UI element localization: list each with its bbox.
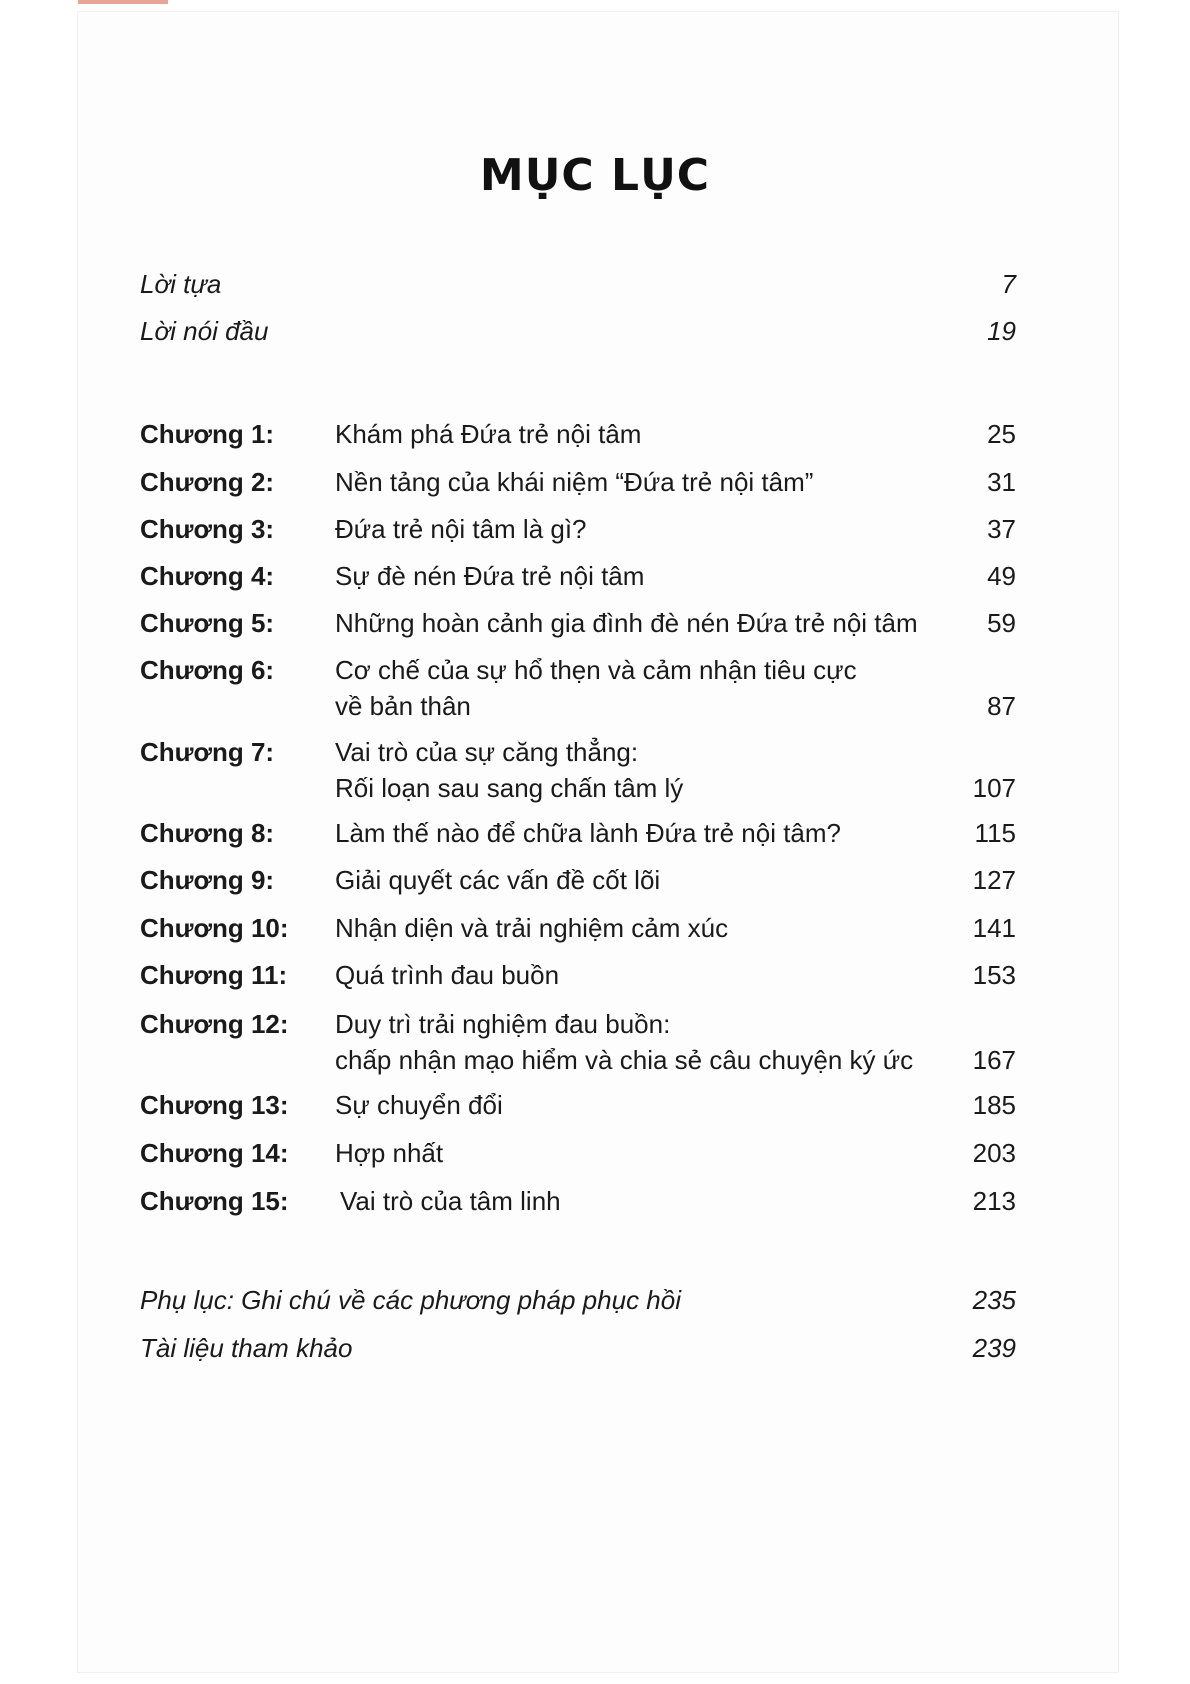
chapter-entry <box>140 416 1016 452</box>
back-matter-entry <box>140 1330 1016 1366</box>
chapter-label: Chương 11: <box>140 960 288 990</box>
chapter-page-number: 115 <box>974 818 1016 848</box>
chapter-title: Sự chuyển đổi <box>335 1090 503 1120</box>
chapter-entry <box>140 815 1016 851</box>
entry-title: Lời tựa <box>140 269 222 299</box>
chapter-page-number: 213 <box>972 1186 1016 1216</box>
chapter-title: Vai trò của sự căng thẳng: Rối loạn sau sang chấn tâm lý <box>335 737 684 803</box>
entry-page-number: 7 <box>1001 269 1016 299</box>
chapter-title: Giải quyết các vấn đề cốt lõi <box>335 865 661 895</box>
chapter-page-number: 59 <box>987 608 1016 638</box>
chapter-page-number: 141 <box>972 913 1016 943</box>
chapter-page-number: 203 <box>972 1138 1016 1168</box>
chapter-page-number: 185 <box>972 1090 1016 1120</box>
front-matter-entry <box>140 266 1016 302</box>
chapter-label: Chương 2: <box>140 467 275 497</box>
chapter-title: Sự đè nén Đứa trẻ nội tâm <box>335 561 645 591</box>
chapter-title: Nhận diện và trải nghiệm cảm xúc <box>335 913 729 943</box>
entry-title: Phụ lục: Ghi chú về các phương pháp phục hồi <box>140 1285 681 1315</box>
page-edge-mark <box>78 0 168 4</box>
chapter-label: Chương 1: <box>140 419 275 449</box>
chapter-entry <box>140 652 1016 724</box>
chapter-label: Chương 13: <box>140 1090 289 1120</box>
chapter-label: Chương 5: <box>140 608 275 638</box>
chapter-page-number: 127 <box>972 865 1016 895</box>
chapter-label: Chương 9: <box>140 865 275 895</box>
chapter-page-number: 49 <box>987 561 1016 591</box>
entry-page-number: 19 <box>987 316 1016 346</box>
chapter-title: Cơ chế của sự hổ thẹn và cảm nhận tiêu cực về bản thân <box>335 655 857 721</box>
chapter-entry <box>140 1135 1016 1171</box>
chapter-label: Chương 7: <box>140 737 275 767</box>
chapter-title: Vai trò của tâm linh <box>340 1186 561 1216</box>
chapter-title: Duy trì trải nghiệm đau buồn: chấp nhận mạo hiểm và chia sẻ câu chuyện ký ức <box>335 1009 914 1075</box>
chapter-entry <box>140 605 1016 641</box>
chapter-entry <box>140 464 1016 500</box>
page-title: MỤC LỤC <box>479 150 711 201</box>
chapter-label: Chương 8: <box>140 818 275 848</box>
chapter-title: Làm thế nào để chữa lành Đứa trẻ nội tâm? <box>335 818 841 848</box>
chapter-label: Chương 6: <box>140 655 275 685</box>
chapter-title: Quá trình đau buồn <box>335 960 560 990</box>
chapter-label: Chương 10: <box>140 913 289 943</box>
front-matter-entry <box>140 313 1016 349</box>
chapter-entry <box>140 862 1016 898</box>
chapter-page-number: 167 <box>972 1045 1016 1075</box>
back-matter-entry <box>140 1282 1016 1318</box>
chapter-page-number: 107 <box>972 773 1016 803</box>
chapter-page-number: 37 <box>987 514 1016 544</box>
chapter-entry <box>140 1006 1016 1078</box>
chapter-label: Chương 15: <box>140 1186 289 1216</box>
chapter-label: Chương 3: <box>140 514 275 544</box>
chapter-title: Khám phá Đứa trẻ nội tâm <box>335 419 642 449</box>
chapter-entry <box>140 558 1016 594</box>
entry-page-number: 239 <box>972 1333 1016 1363</box>
chapter-entry <box>140 1087 1016 1123</box>
chapter-label: Chương 4: <box>140 561 275 591</box>
chapter-page-number: 153 <box>972 960 1016 990</box>
entry-title: Tài liệu tham khảo <box>140 1333 353 1363</box>
chapter-entry <box>140 957 1016 993</box>
chapter-page-number: 87 <box>987 691 1016 721</box>
entry-page-number: 235 <box>972 1285 1016 1315</box>
chapter-title: Đứa trẻ nội tâm là gì? <box>335 514 587 544</box>
chapter-title: Hợp nhất <box>335 1138 444 1168</box>
chapter-entry <box>140 511 1016 547</box>
chapter-title: Những hoàn cảnh gia đình đè nén Đứa trẻ nội tâm <box>335 608 918 638</box>
chapter-label: Chương 14: <box>140 1138 289 1168</box>
chapter-entry <box>140 1183 1016 1219</box>
chapter-entry <box>140 734 1016 806</box>
chapter-page-number: 31 <box>987 467 1016 497</box>
chapter-title: Nền tảng của khái niệm “Đứa trẻ nội tâm” <box>335 467 814 497</box>
chapter-page-number: 25 <box>987 419 1016 449</box>
chapter-entry <box>140 910 1016 946</box>
chapter-label: Chương 12: <box>140 1009 289 1039</box>
entry-title: Lời nói đầu <box>140 316 269 346</box>
